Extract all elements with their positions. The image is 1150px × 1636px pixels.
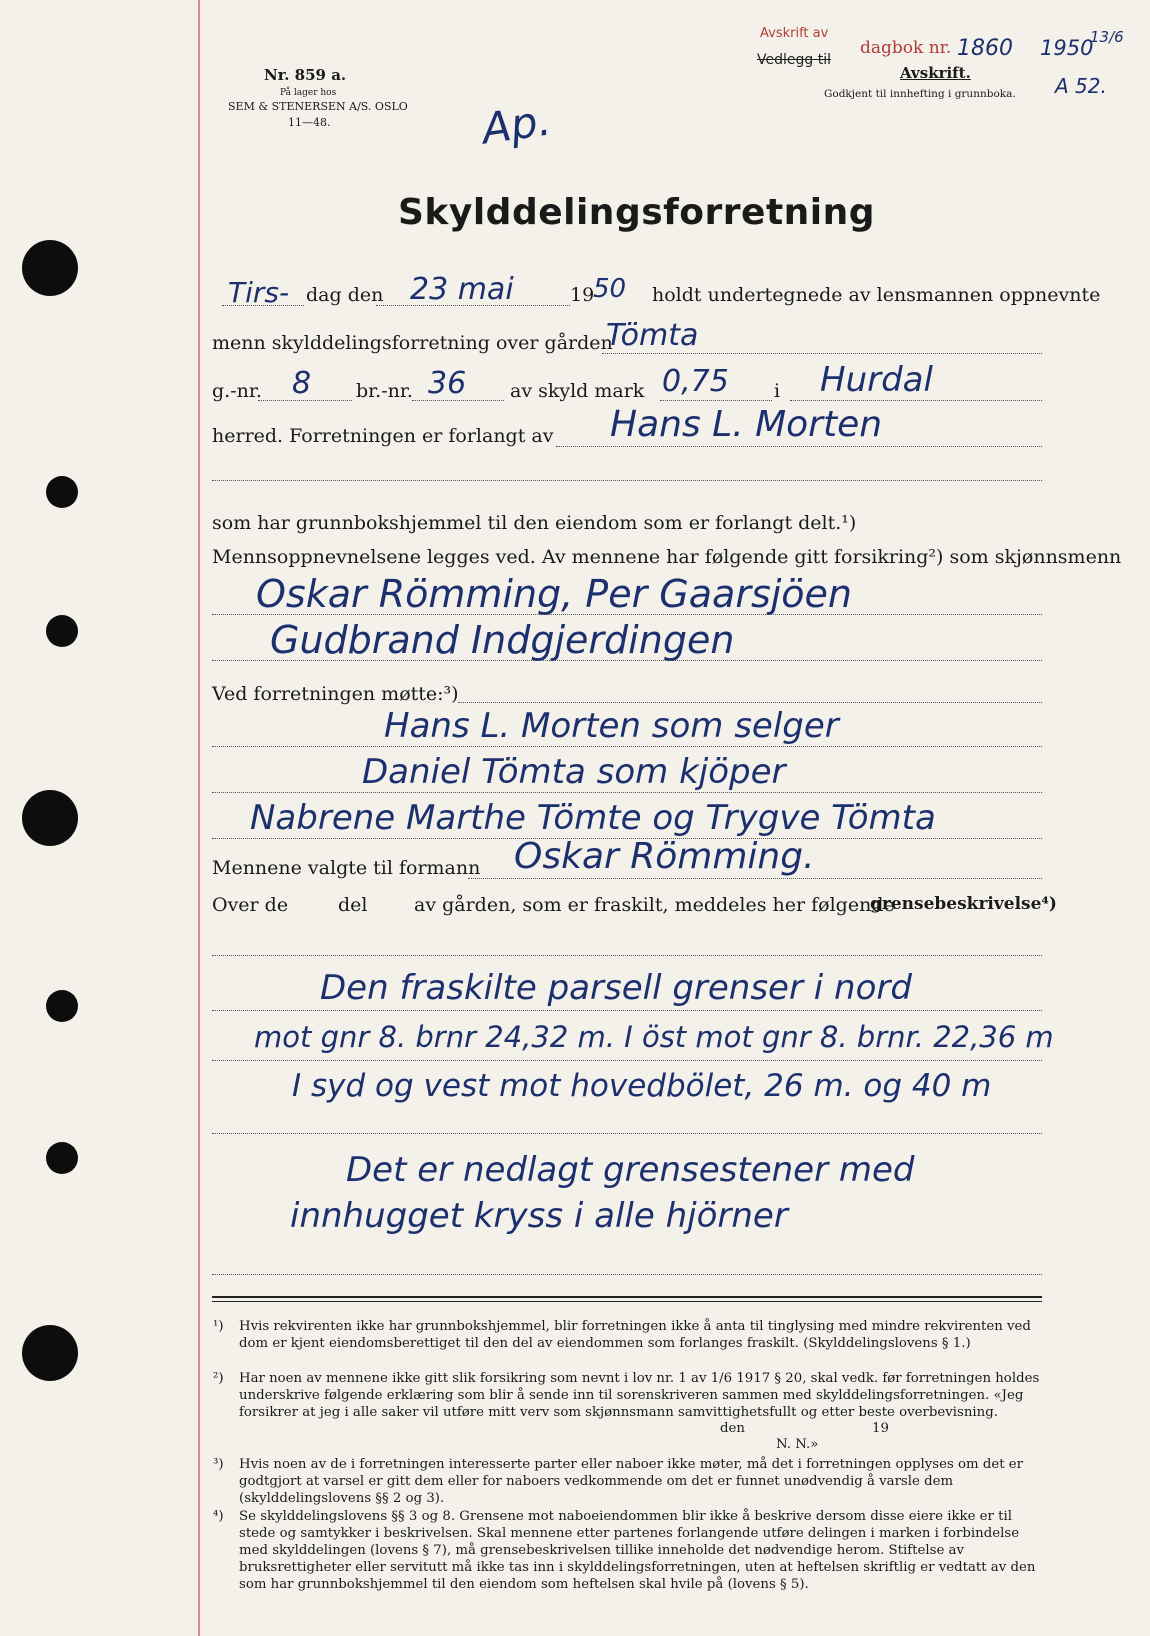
farm-value: Tömta [606, 318, 699, 353]
grunnbok-text: som har grunnbokshjemmel til den eiendom som er forlangt delt.¹) [212, 512, 857, 534]
binder-hole [46, 990, 78, 1022]
bnr-value: 36 [428, 366, 467, 401]
gnr-dotline [258, 400, 352, 401]
stamp-vedlegg-til: Vedlegg til [757, 52, 831, 68]
del-label: del [338, 894, 368, 916]
chair-label: Mennene valgte til formann [212, 857, 481, 879]
day-label: dag den [306, 284, 384, 306]
footnote-number: ⁴) [213, 1509, 224, 1524]
boundary-line-dotline [212, 1133, 1042, 1134]
boundary-line: Den fraskilte parsell grenser i nord [320, 968, 912, 1008]
dagbok-label: dagbok nr. [860, 38, 952, 58]
attendee-line: Hans L. Morten som selger [384, 706, 839, 746]
margin-line [198, 0, 200, 1636]
boundary-line: I syd og vest mot hovedbölet, 26 m. og 40 m [292, 1068, 992, 1104]
footnote-3 [213, 1456, 1043, 1507]
attendees-label: Ved forretningen møtte:³) [212, 683, 459, 705]
binder-hole [46, 1142, 78, 1174]
gnr-value: 8 [292, 366, 312, 401]
municipality-dotline [790, 400, 1042, 401]
publisher-line: På lager hos [280, 88, 337, 98]
i-label: i [774, 380, 781, 402]
oppnevnelse-text: Mennsoppnevnelsene legges ved. Av mennene har følgende gitt forsikring²) som skjønnsmenn [212, 546, 1122, 568]
date-value: 23 mai [410, 272, 514, 307]
stones-dotline [212, 1274, 1042, 1275]
year-value: 50 [593, 274, 627, 304]
footnote-number: ¹) [213, 1319, 224, 1334]
attendee-dotline [212, 746, 1042, 747]
farm-label: menn skylddelingsforretning over gården [212, 332, 613, 354]
attendee-line: Nabrene Marthe Tömte og Trygve Tömta [250, 798, 936, 838]
binder-hole [22, 1325, 78, 1381]
footnote-1 [213, 1318, 1043, 1352]
boundary-line-dotline [212, 1060, 1042, 1061]
bnr-label: br.-nr. [356, 380, 413, 402]
assessors-dotline [212, 660, 1042, 661]
dagbok-number: 1860 [957, 36, 1013, 61]
skyld-value: 0,75 [662, 364, 729, 399]
year-prefix: 19 [570, 284, 595, 306]
footnote-4 [213, 1508, 1043, 1593]
footnote-2 [213, 1370, 1043, 1421]
godkjent-text: Godkjent til innhefting i grunnboka. [824, 88, 1016, 100]
archive-mark: A 52. [1055, 74, 1107, 98]
assessors-dotline [212, 614, 1042, 615]
footnote-text: Se skylddelingslovens §§ 3 og 8. Grensene mot naboeiendommen blir ikke å beskrive dersom disse eiere ikke er til stede og samtykker i beskrivelsen. Skal mennene etter partenes forlangende utføre delingen i marken i forbindelse med skylddelingen (lovens § 7), må grensebeskrivelsen tillike inneholde det nødvendige herom. Stiftelse av bruksrettigheter eller servitutt må ikke tas inn i skylddelingsforretningen, uten at heftelsen skriftlig er vedtatt av den som har grunnbokshjemmel til den eiendom som heftelsen skal hvile på (lovens § 5). [239, 1509, 1036, 1592]
footnote-text: Har noen av mennene ikke gitt slik forsikring som nevnt i lov nr. 1 av 1/6 1917 § 20, skal vedk. før forretningen holdes underskrive følgende erklæring som blir å sende inn til sorenskriveren sammen med skylddelingsforretningen. «Jeg forsikrer at jeg i alle saker vil utføre mitt verv som skjønnsmann samvittighetsfullt og etter beste overbevisning. [239, 1371, 1040, 1420]
footnote-rule [212, 1296, 1042, 1298]
skyld-dotline [660, 400, 772, 401]
assessors-line: Gudbrand Indgjerdingen [270, 618, 735, 662]
publisher-line: SEM & STENERSEN A/S. OSLO [228, 100, 408, 113]
gnr-label: g.-nr. [212, 380, 262, 402]
binder-hole [46, 615, 78, 647]
boundary-line-dotline [212, 1010, 1042, 1011]
dagbok-date: 13/6 [1090, 28, 1124, 46]
stones-line: Det er nedlagt grensestener med [346, 1150, 915, 1190]
publisher-line: 11—48. [288, 116, 331, 129]
attendee-line: Daniel Tömta som kjöper [362, 752, 786, 792]
footnote-number: ³) [213, 1457, 224, 1472]
farm-dotline [602, 353, 1042, 354]
binder-hole [22, 240, 78, 296]
boundary-bold: grensebeskrivelse⁴) [870, 894, 1057, 914]
over-de: Over de [212, 894, 289, 916]
binder-hole [46, 476, 78, 508]
stamp-avskrift-av: Avskrift av [760, 26, 829, 41]
boundary-line: mot gnr 8. brnr 24,32 m. I öst mot gnr 8. brnr. 22,36 m [254, 1020, 1054, 1054]
footnote-nn: N. N.» [776, 1437, 819, 1452]
footnote-number: ²) [213, 1371, 224, 1386]
footnote-text: Hvis rekvirenten ikke har grunnbokshjemmel, blir forretningen ikke å anta til tinglysing med mindre rekvirenten ved dom er kjent eiendomsberettiget til den del av eiendommen som forlanges fraskilt. (Skylddelingslovens § 1.) [239, 1319, 1031, 1351]
dagbok-year: 1950 [1040, 36, 1094, 60]
attendee-dotline [212, 792, 1042, 793]
chair-value: Oskar Römming. [514, 836, 815, 877]
footnote-year: 19 [872, 1421, 889, 1436]
requested-dotline [556, 446, 1042, 447]
document-title: Skylddelingsforretning [398, 192, 876, 233]
avskrift-label: Avskrift. [900, 64, 971, 82]
footnote-text: Hvis noen av de i forretningen interesserte parter eller naboer ikke møter, må det i forretningen opplyses om det er godtgjort at varsel er gitt dem eller for naboers vedkommende om det er funnet unødvendig å varsle dem (skylddelingslovens §§ 2 og 3). [239, 1457, 1024, 1506]
binder-hole [22, 790, 78, 846]
blank-dotline [212, 480, 1042, 481]
day-value: Tirs- [228, 276, 290, 309]
boundary-intro: av gården, som er fraskilt, meddeles her følgende [414, 894, 895, 916]
herred-label: herred. Forretningen er forlangt av [212, 425, 554, 447]
chair-dotline [468, 878, 1042, 879]
municipality-value: Hurdal [820, 360, 933, 400]
attendees-dotline [458, 702, 1042, 703]
skyld-label: av skyld mark [510, 380, 645, 402]
footnote-rule [212, 1301, 1042, 1302]
day-dotline [222, 305, 304, 306]
footnote-den: den [720, 1421, 745, 1436]
form-number: Nr. 859 a. [264, 66, 347, 84]
assessors-line: Oskar Römming, Per Gaarsjöen [256, 572, 853, 616]
stones-line: innhugget kryss i alle hjörner [290, 1196, 788, 1236]
boundary-dotline [212, 955, 1042, 956]
bnr-dotline [412, 400, 504, 401]
date-dotline [376, 305, 570, 306]
intro-text: holdt undertegnede av lensmannen oppnevnte [652, 284, 1101, 306]
initials-mark: Ap. [478, 95, 554, 154]
requested-by: Hans L. Morten [610, 404, 883, 445]
